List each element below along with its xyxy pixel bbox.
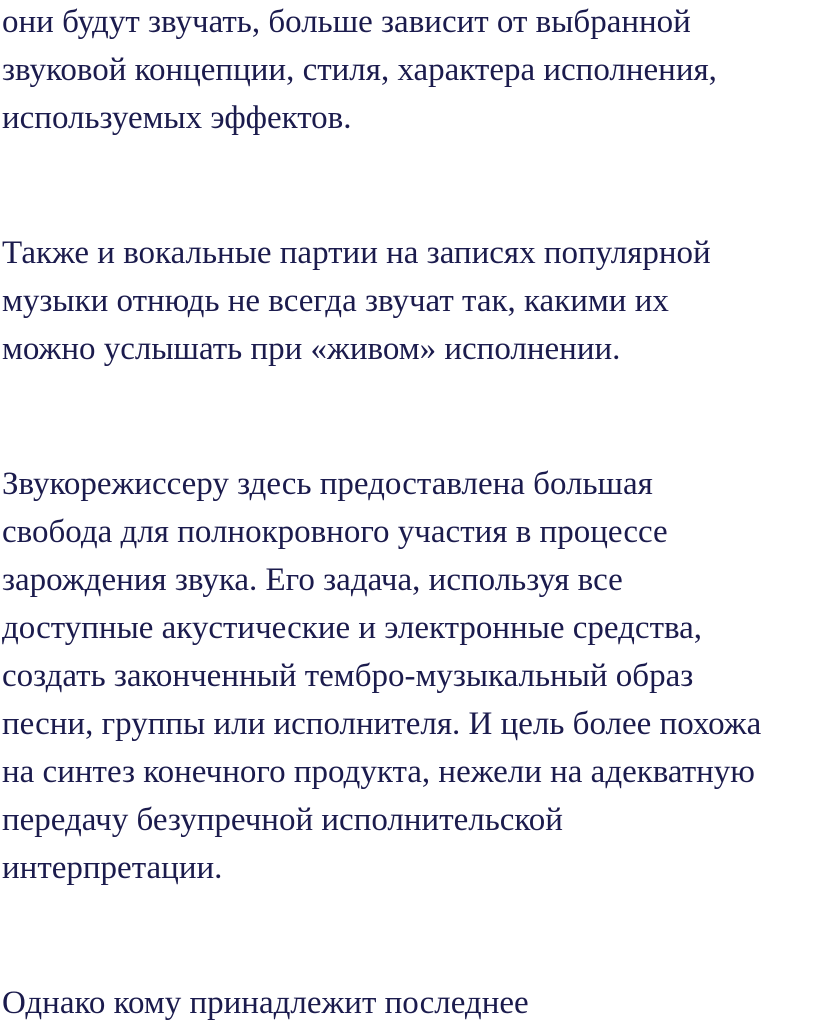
paragraph-line: песни, группы или исполнителя. И цель более похожа bbox=[2, 706, 762, 742]
paragraph-line: музыки отнюдь не всегда звучат так, какими их bbox=[2, 283, 669, 319]
paragraph-line: они будут звучать, больше зависит от выбранной bbox=[2, 4, 691, 40]
paragraph-line: доступные акустические и электронные средства, bbox=[2, 610, 703, 646]
paragraph-line: на синтез конечного продукта, нежели на адекватную bbox=[2, 754, 755, 790]
paragraph-line: передачу безупречной исполнительской bbox=[2, 802, 563, 838]
paragraph-line: интерпретации. bbox=[2, 850, 223, 886]
paragraph-line: зарождения звука. Его задача, используя все bbox=[2, 562, 623, 598]
paragraph-line: Также и вокальные партии на записях популярной bbox=[2, 235, 711, 271]
paragraph-line: создать законченный тембро-музыкальный образ bbox=[2, 658, 694, 694]
paragraph-line: Звукорежиссеру здесь предоставлена большая bbox=[2, 466, 653, 502]
paragraph-line: звуковой концепции, стиля, характера исполнения, bbox=[2, 52, 717, 88]
paragraph-line: свобода для полнокровного участия в процессе bbox=[2, 514, 668, 550]
paragraph-line: можно услышать при «живом» исполнении. bbox=[2, 331, 621, 367]
paragraph-line: Однако кому принадлежит последнее bbox=[2, 985, 529, 1021]
paragraph-line: используемых эффектов. bbox=[2, 100, 352, 136]
